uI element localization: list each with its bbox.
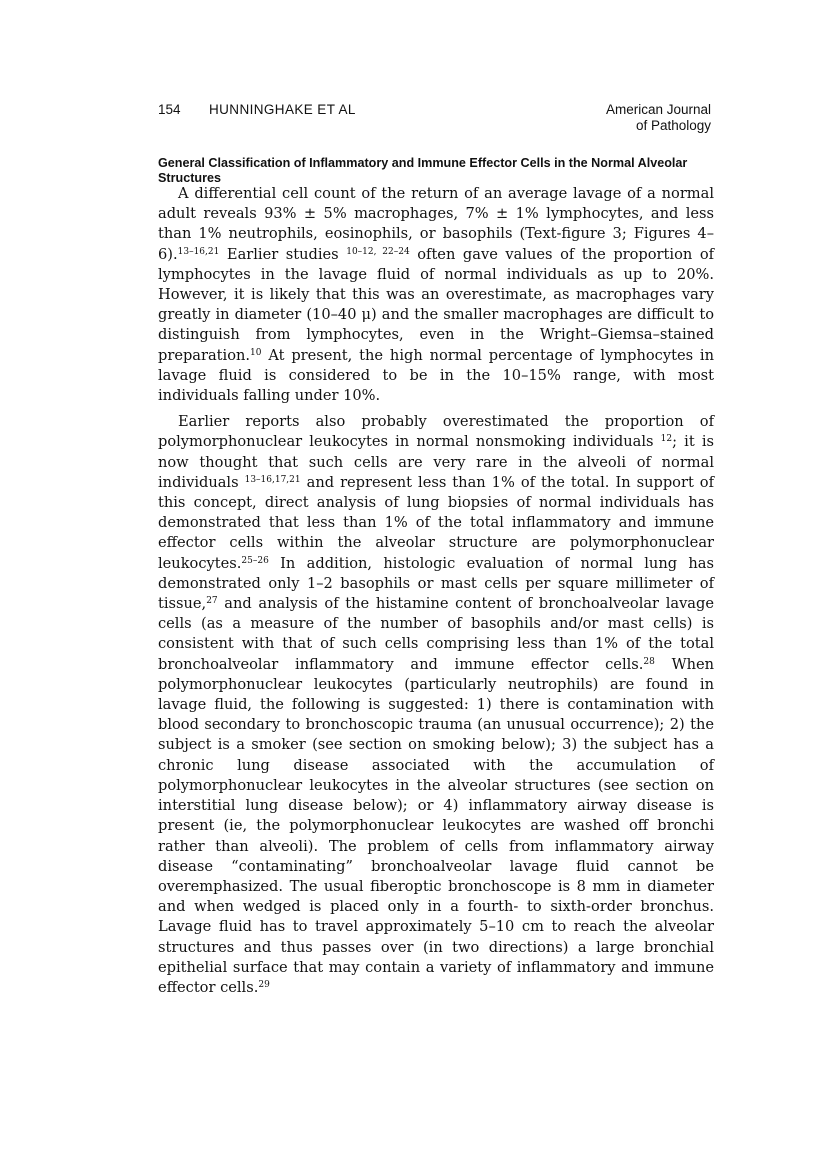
journal-name-line-2: of Pathology	[635, 118, 711, 133]
text-run: Earlier studies	[219, 245, 347, 263]
citation-superscript: 13–16,21	[177, 246, 220, 257]
journal-name-line-1: American Journal	[605, 102, 711, 117]
page-number: 154	[158, 102, 181, 117]
text-run: often gave values of the proportion of lymphocytes in the lavage fluid of normal individuals as up to 20%. However, it is likely that this was an overestimate, as macrophages vary greatly in diameter (10–40 μ) and the smaller macrophages are difficult to distinguish from lymphocytes, even in the Wright–Giemsa–stained preparation.	[158, 245, 715, 364]
running-authors: HUNNINGHAKE ET AL	[209, 102, 356, 117]
body-text	[158, 184, 714, 998]
text-run: In addition, histologic evaluation of normal lung has demonstrated only 1–2 basophils or mast cells per square millimeter of tissue,	[158, 554, 714, 613]
citation-superscript: 13–16,17,21	[244, 474, 301, 485]
section-heading: General Classification of Inflammatory and Immune Effector Cells in the Normal Alveolar Structures	[158, 156, 688, 185]
citation-superscript: 27	[206, 596, 218, 607]
paragraph-1	[158, 184, 714, 406]
text-run: Earlier reports also probably overestimated the proportion of polymorphonuclear leukocytes in normal nonsmoking individuals	[158, 413, 714, 451]
citation-superscript: 10	[250, 347, 262, 358]
text-run: A differential cell count of the return of an average lavage of a normal adult reveals 93% ± 5% macrophages, 7% ± 1% lymphocytes, and less than 1% neutrophils, eosinophils, or basophils (Text-figure 3; Figures 4–6).	[158, 185, 714, 263]
text-run: ; it is now thought that such cells are very rare in the alveoli of normal individuals	[158, 433, 714, 491]
citation-superscript: 28	[643, 656, 655, 667]
text-run: When polymorphonuclear leukocytes (particularly neutrophils) are found in lavage fluid, the following is suggested: 1) there is contamination with blood secondary to bronchoscopic trauma (an unusual occurrence); 2) the subject is a smoker (see section on smoking below); 3) the subject has a chronic lung disease associated with the accumulation of polymorphonuclear leukocytes in the alveolar structures (see section on interstitial lung disease below); or 4) inflammatory airway disease is present (ie, the polymorphonuclear leukocytes are washed off bronchi rather than alveoli). The problem of cells from inflammatory airway disease “contaminating” bronchoalveolar lavage fluid cannot be overemphasized. The usual fiberoptic bronchoscope is 8 mm in diameter and when wedged is placed only in a fourth- to sixth-order bronchus. Lavage fluid has to travel approximately 5–10 cm to reach the alveolar structures and thus passes over (in two directions) a large bronchial epithelial surface that may contain a variety of inflammatory and immune effector cells.	[158, 655, 715, 996]
text-run: and analysis of the histamine content of bronchoalveolar lavage cells (as a measure of the number of basophils and/or mast cells) is consistent with that of such cells comprising less than 1% of the total bronchoalveolar inflammatory and immune effector cells.	[158, 595, 714, 673]
paragraph-2	[158, 412, 714, 998]
text-run: At present, the high normal percentage of lymphocytes in lavage fluid is considered to be in the 10–15% range, with most individuals falling under 10%.	[158, 346, 714, 405]
citation-superscript: 29	[258, 979, 270, 990]
citation-superscript: 10–12, 22–24	[346, 246, 410, 257]
citation-superscript: 25–26	[241, 555, 269, 566]
running-header	[158, 102, 711, 136]
text-run: and represent less than 1% of the total. In support of this concept, direct analysis of lung biopsies of normal individuals has demonstrated that less than 1% of the total inflammatory and immune effector cells within the alveolar structure are polymorphonuclear leukocytes.	[158, 473, 714, 572]
journal-name	[606, 102, 711, 134]
citation-superscript: 12	[660, 434, 673, 445]
